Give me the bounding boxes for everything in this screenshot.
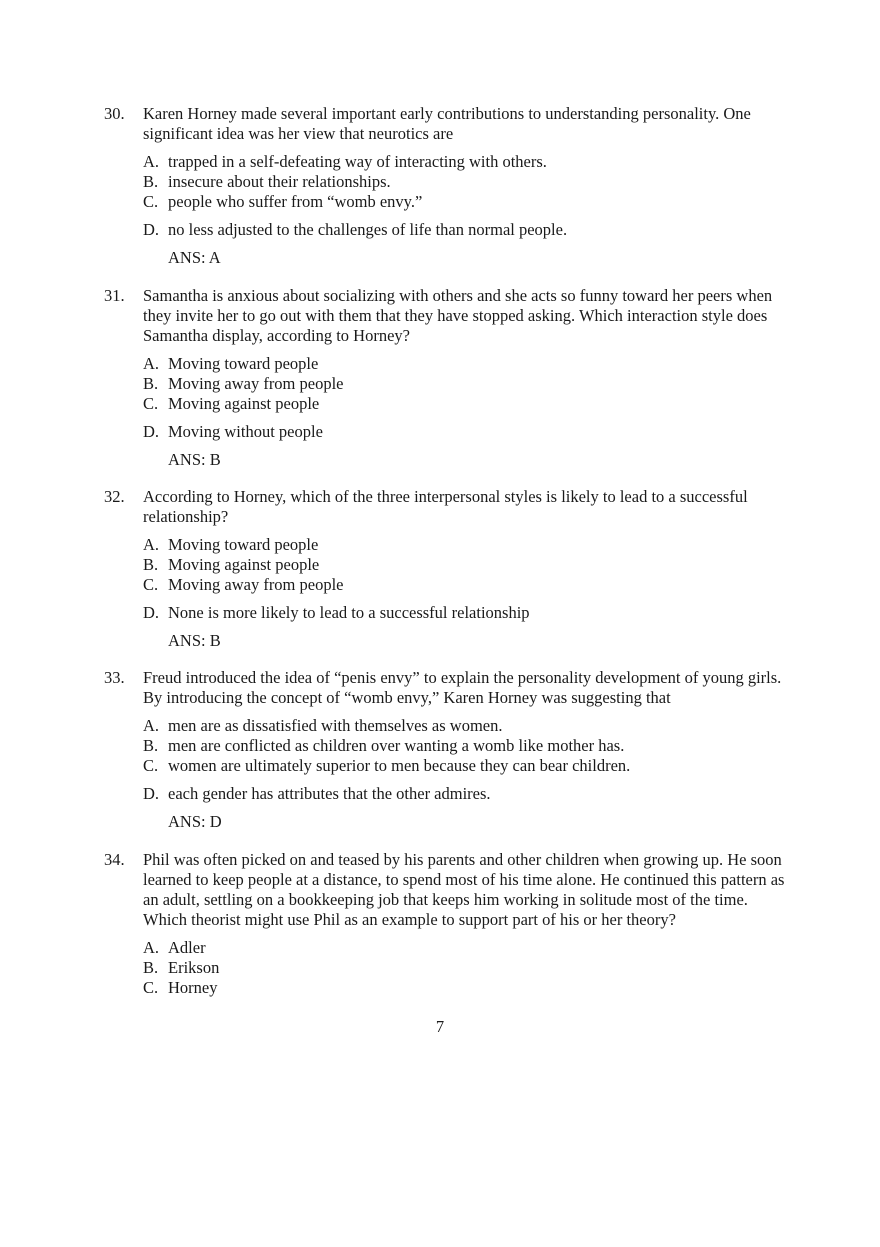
choice-text: Moving against people: [168, 394, 320, 413]
question-33: [104, 668, 794, 832]
answer-choices: [143, 716, 794, 804]
choice-c: [143, 978, 794, 998]
answer-key: ANS: B: [168, 450, 221, 469]
choice-letter: B.: [143, 374, 159, 393]
question-34: [104, 850, 794, 998]
choice-d: [143, 220, 794, 240]
choice-letter: B.: [143, 172, 159, 191]
answer-key: ANS: D: [168, 812, 222, 831]
question-number: 30.: [104, 104, 125, 123]
choice-a: [143, 152, 794, 172]
question-stem: Samantha is anxious about socializing with others and she acts so funny toward her peers when they invite her to go out with them that they have stopped asking. Which interaction style does Samantha display, according to Horney?: [143, 286, 773, 345]
choice-text: men are as dissatisfied with themselves as women.: [168, 716, 503, 735]
choice-d: [143, 422, 794, 442]
choice-b: [143, 172, 794, 192]
choice-d: [143, 784, 794, 804]
choice-text: None is more likely to lead to a successful relationship: [168, 603, 530, 622]
choice-letter: B.: [143, 958, 159, 977]
question-number: 31.: [104, 286, 125, 305]
choice-text: Moving without people: [168, 422, 323, 441]
question-31: [104, 286, 794, 470]
choice-b: [143, 374, 794, 394]
choice-letter: A.: [143, 535, 160, 554]
choice-text: trapped in a self-defeating way of interacting with others.: [168, 152, 547, 171]
question-stem: Freud introduced the idea of “penis envy” to explain the personality development of young girls. By introducing the concept of “womb envy,” Karen Horney was suggesting that: [143, 668, 782, 707]
choice-letter: C.: [143, 192, 159, 211]
choice-text: Moving against people: [168, 555, 320, 574]
choice-letter: D.: [143, 220, 160, 239]
page-number: 7: [435, 1017, 445, 1036]
choice-b: [143, 736, 794, 756]
choice-text: men are conflicted as children over wanting a womb like mother has.: [168, 736, 625, 755]
choice-letter: C.: [143, 756, 159, 775]
answer-choices: [143, 354, 794, 442]
question-number: 34.: [104, 850, 125, 869]
choice-c: [143, 575, 794, 595]
choice-d: [143, 603, 794, 623]
question-32: [104, 487, 794, 651]
choice-text: no less adjusted to the challenges of life than normal people.: [168, 220, 568, 239]
question-number: 33.: [104, 668, 125, 687]
choice-a: [143, 354, 794, 374]
choice-letter: C.: [143, 978, 159, 997]
answer-choices: [143, 535, 794, 623]
choice-letter: B.: [143, 736, 159, 755]
choice-text: women are ultimately superior to men because they can bear children.: [168, 756, 631, 775]
question-stem: According to Horney, which of the three interpersonal styles is likely to lead to a successful relationship?: [143, 487, 748, 526]
choice-letter: C.: [143, 575, 159, 594]
choice-c: [143, 394, 794, 414]
choice-letter: A.: [143, 716, 160, 735]
choice-letter: D.: [143, 422, 160, 441]
answer-choices: [143, 152, 794, 240]
answer-key: ANS: B: [168, 631, 221, 650]
choice-text: people who suffer from “womb envy.”: [168, 192, 423, 211]
choice-c: [143, 192, 794, 212]
choice-text: Moving toward people: [168, 354, 319, 373]
choice-a: [143, 938, 794, 958]
question-stem: Karen Horney made several important early contributions to understanding personality. One significant idea was her view that neurotics are: [143, 104, 751, 143]
choice-letter: C.: [143, 394, 159, 413]
choice-text: insecure about their relationships.: [168, 172, 391, 191]
choice-letter: A.: [143, 938, 160, 957]
choice-text: Moving away from people: [168, 575, 344, 594]
choice-text: Horney: [168, 978, 218, 997]
question-stem: Phil was often picked on and teased by his parents and other children when growing up. He soon learned to keep people at a distance, to spend most of his time alone. He continued this pattern as an adult, settling on a bookkeeping job that keeps him working in solitude most of the time. Which theorist might use Phil as an example to support part of his or her theory?: [143, 850, 785, 929]
choice-b: [143, 555, 794, 575]
choice-b: [143, 958, 794, 978]
choice-letter: A.: [143, 354, 160, 373]
question-number: 32.: [104, 487, 125, 506]
choice-text: each gender has attributes that the other admires.: [168, 784, 491, 803]
choice-text: Moving away from people: [168, 374, 344, 393]
choice-a: [143, 716, 794, 736]
choice-letter: D.: [143, 603, 160, 622]
choice-letter: B.: [143, 555, 159, 574]
answer-choices: [143, 938, 794, 998]
choice-text: Adler: [168, 938, 206, 957]
choice-a: [143, 535, 794, 555]
choice-text: Erikson: [168, 958, 220, 977]
choice-letter: A.: [143, 152, 160, 171]
choice-text: Moving toward people: [168, 535, 319, 554]
answer-key: ANS: A: [168, 248, 221, 267]
choice-c: [143, 756, 794, 776]
question-30: [104, 104, 794, 268]
choice-letter: D.: [143, 784, 160, 803]
